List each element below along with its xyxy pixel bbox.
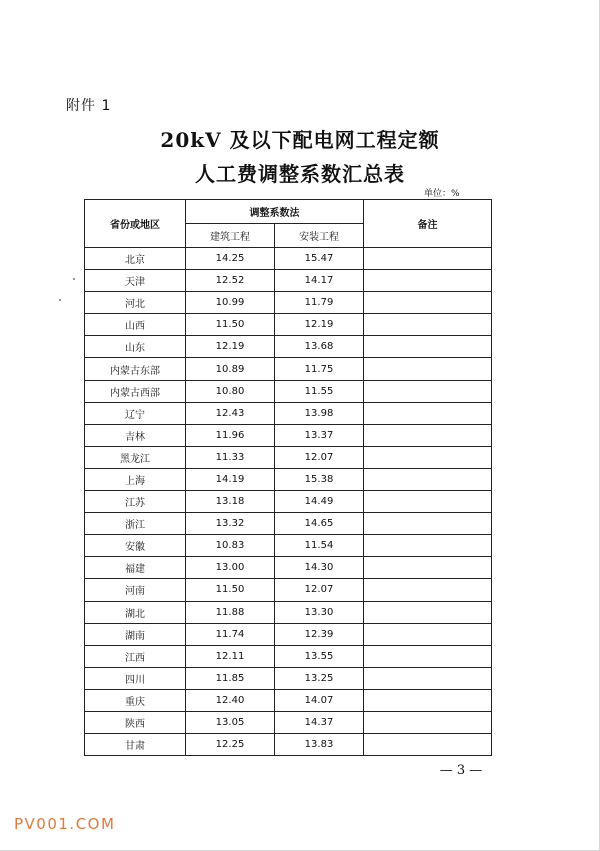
scan-speck [59, 299, 61, 301]
table-row [85, 424, 492, 446]
cell-region: 四川 [85, 667, 186, 689]
cell-building: 11.50 [186, 579, 275, 601]
scan-speck [73, 278, 75, 280]
cell-building: 12.40 [186, 689, 275, 711]
cell-remark [364, 734, 492, 756]
cell-building: 13.00 [186, 557, 275, 579]
cell-remark [364, 645, 492, 667]
table-row [85, 270, 492, 292]
cell-region: 甘肃 [85, 734, 186, 756]
cell-region: 山西 [85, 314, 186, 336]
table-row [85, 380, 492, 402]
cell-building: 12.25 [186, 734, 275, 756]
cell-installation: 12.19 [275, 314, 364, 336]
cell-building: 10.99 [186, 292, 275, 314]
cell-installation: 12.39 [275, 623, 364, 645]
cell-installation: 11.54 [275, 535, 364, 557]
cell-remark [364, 402, 492, 424]
cell-remark [364, 292, 492, 314]
cell-remark [364, 380, 492, 402]
table-row [85, 579, 492, 601]
cell-remark [364, 535, 492, 557]
cell-region: 内蒙古东部 [85, 358, 186, 380]
cell-installation: 15.38 [275, 468, 364, 490]
cell-region: 浙江 [85, 513, 186, 535]
header-region: 省份或地区 [85, 200, 186, 248]
cell-remark [364, 468, 492, 490]
cell-region: 陕西 [85, 711, 186, 733]
cell-region: 福建 [85, 557, 186, 579]
cell-region: 江西 [85, 645, 186, 667]
table-row [85, 491, 492, 513]
cell-installation: 11.55 [275, 380, 364, 402]
cell-building: 13.18 [186, 491, 275, 513]
cell-installation: 13.98 [275, 402, 364, 424]
cell-region: 上海 [85, 468, 186, 490]
cell-installation: 11.79 [275, 292, 364, 314]
cell-installation: 14.07 [275, 689, 364, 711]
table-row [85, 623, 492, 645]
cell-region: 内蒙古西部 [85, 380, 186, 402]
header-method: 调整系数法 [186, 200, 364, 224]
cell-remark [364, 689, 492, 711]
table-row [85, 513, 492, 535]
cell-remark [364, 711, 492, 733]
cell-building: 14.19 [186, 468, 275, 490]
cell-remark [364, 579, 492, 601]
cell-building: 11.96 [186, 424, 275, 446]
watermark: PV001.COM [14, 815, 116, 833]
cell-installation: 15.47 [275, 248, 364, 270]
cell-region: 湖北 [85, 601, 186, 623]
table-row [85, 645, 492, 667]
cell-building: 12.11 [186, 645, 275, 667]
cell-region: 北京 [85, 248, 186, 270]
cell-installation: 14.49 [275, 491, 364, 513]
cell-remark [364, 601, 492, 623]
cell-installation: 13.83 [275, 734, 364, 756]
cell-region: 黑龙江 [85, 446, 186, 468]
title-line-2: 人工费调整系数汇总表 [195, 162, 405, 186]
table-row [85, 248, 492, 270]
cell-installation: 13.68 [275, 336, 364, 358]
cell-region: 吉林 [85, 424, 186, 446]
table-row [85, 734, 492, 756]
cell-installation: 14.17 [275, 270, 364, 292]
cell-remark [364, 270, 492, 292]
cell-remark [364, 667, 492, 689]
cell-region: 重庆 [85, 689, 186, 711]
cell-installation: 14.65 [275, 513, 364, 535]
table-row [85, 292, 492, 314]
cell-region: 江苏 [85, 491, 186, 513]
cell-region: 河南 [85, 579, 186, 601]
cell-remark [364, 491, 492, 513]
table-row [85, 358, 492, 380]
table-row [85, 314, 492, 336]
cell-building: 12.52 [186, 270, 275, 292]
cell-remark [364, 557, 492, 579]
cell-building: 10.80 [186, 380, 275, 402]
cell-installation: 13.30 [275, 601, 364, 623]
table-row [85, 535, 492, 557]
table-row [85, 402, 492, 424]
cell-building: 11.88 [186, 601, 275, 623]
cell-remark [364, 248, 492, 270]
cell-region: 河北 [85, 292, 186, 314]
unit-label: 单位：% [424, 189, 460, 199]
cell-building: 13.32 [186, 513, 275, 535]
table-row [85, 336, 492, 358]
table-row [85, 711, 492, 733]
cell-installation: 12.07 [275, 579, 364, 601]
cell-installation: 13.55 [275, 645, 364, 667]
cell-building: 11.50 [186, 314, 275, 336]
cell-building: 10.89 [186, 358, 275, 380]
table-row [85, 446, 492, 468]
cell-building: 12.43 [186, 402, 275, 424]
table-row [85, 468, 492, 490]
coefficient-table [84, 199, 492, 756]
cell-building: 11.85 [186, 667, 275, 689]
header-installation: 安装工程 [275, 224, 364, 248]
cell-remark [364, 358, 492, 380]
table-row [85, 689, 492, 711]
page-number: — 3 — [439, 763, 483, 778]
table-body [85, 248, 492, 756]
cell-remark [364, 513, 492, 535]
cell-installation: 11.75 [275, 358, 364, 380]
cell-remark [364, 424, 492, 446]
cell-region: 辽宁 [85, 402, 186, 424]
cell-building: 10.83 [186, 535, 275, 557]
cell-building: 12.19 [186, 336, 275, 358]
cell-installation: 12.07 [275, 446, 364, 468]
cell-region: 山东 [85, 336, 186, 358]
cell-region: 天津 [85, 270, 186, 292]
cell-installation: 14.30 [275, 557, 364, 579]
cell-building: 14.25 [186, 248, 275, 270]
cell-installation: 13.37 [275, 424, 364, 446]
cell-remark [364, 623, 492, 645]
cell-remark [364, 446, 492, 468]
cell-building: 13.05 [186, 711, 275, 733]
cell-installation: 13.25 [275, 667, 364, 689]
cell-building: 11.33 [186, 446, 275, 468]
table-row [85, 557, 492, 579]
cell-region: 安徽 [85, 535, 186, 557]
cell-remark [364, 336, 492, 358]
title-line-1: 20kV 及以下配电网工程定额 [160, 128, 440, 152]
cell-building: 11.74 [186, 623, 275, 645]
cell-region: 湖南 [85, 623, 186, 645]
table-row [85, 601, 492, 623]
cell-installation: 14.37 [275, 711, 364, 733]
header-remark: 备注 [364, 200, 492, 248]
table-row [85, 667, 492, 689]
attachment-label: 附件 1 [66, 98, 112, 114]
header-building: 建筑工程 [186, 224, 275, 248]
cell-remark [364, 314, 492, 336]
